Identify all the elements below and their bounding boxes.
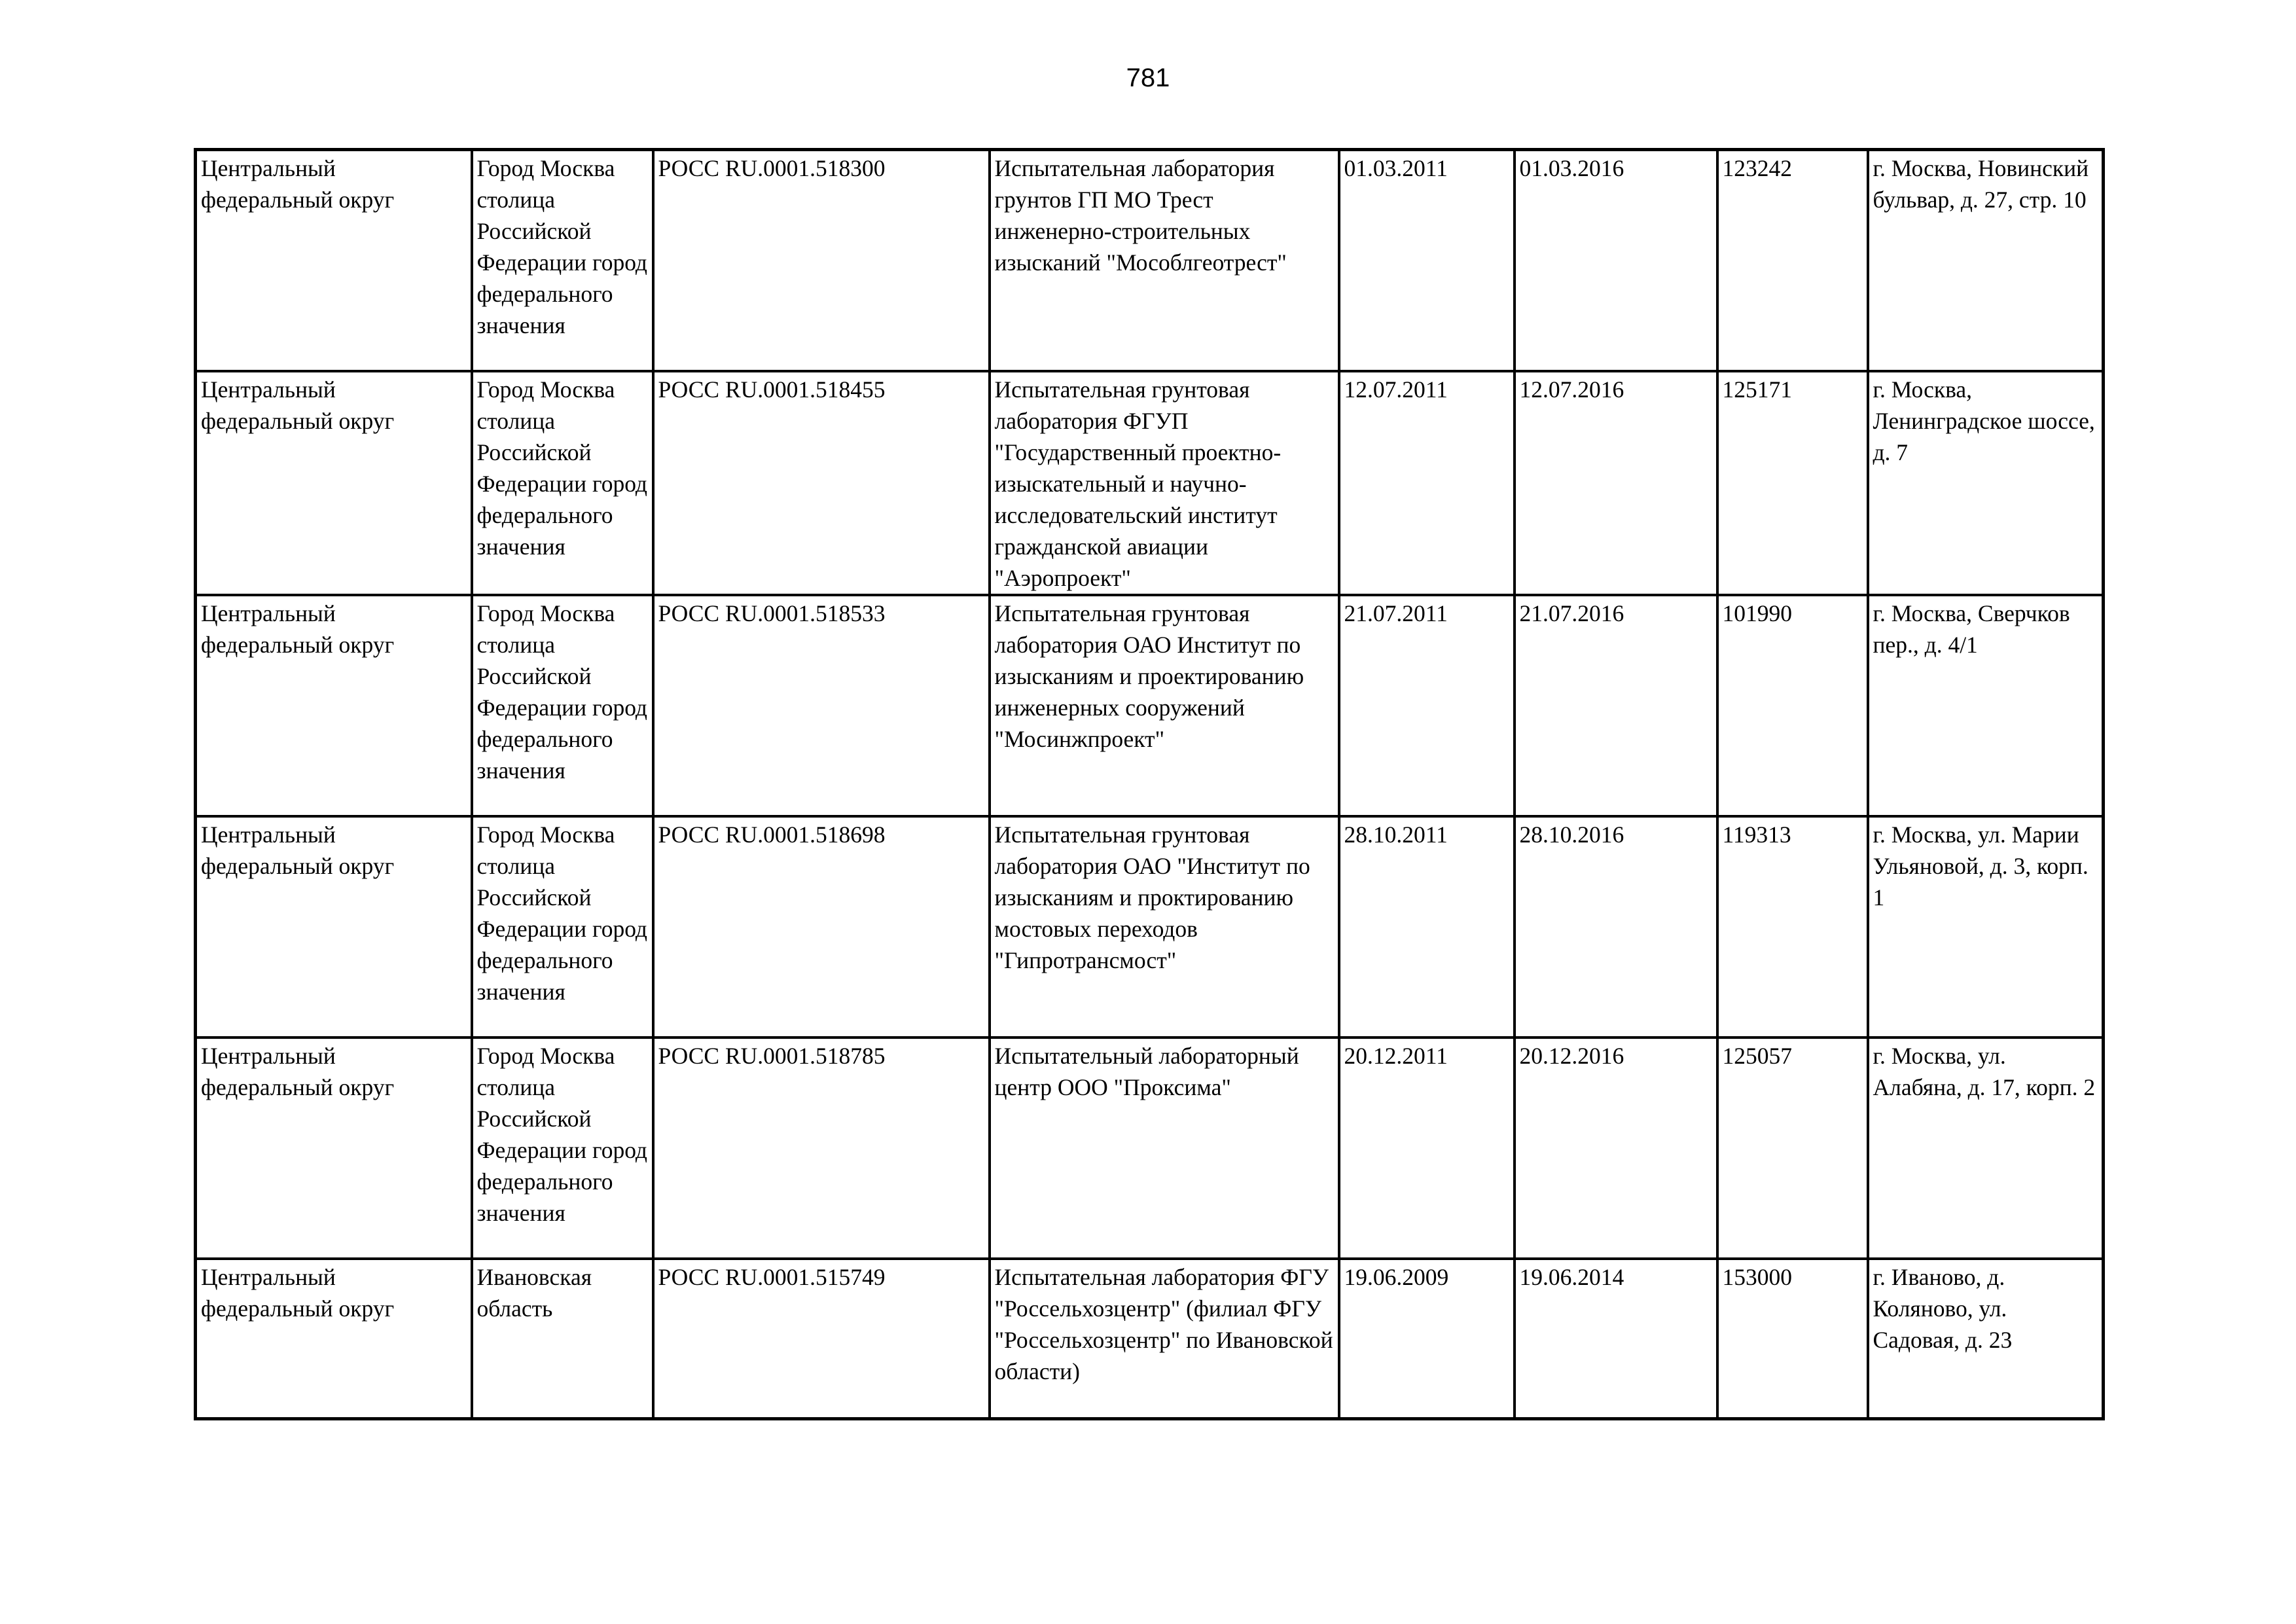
cell-date-issued: 12.07.2011 xyxy=(1339,371,1515,595)
cell-address: г. Иваново, д. Коляново, ул. Садовая, д. 23 xyxy=(1868,1259,2104,1419)
table-row xyxy=(196,595,2104,816)
cell-address: г. Москва, ул. Алабяна, д. 17, корп. 2 xyxy=(1868,1038,2104,1259)
table-row xyxy=(196,1038,2104,1259)
cell-laboratory: Испытательная лаборатория ФГУ "Россельхозцентр" (филиал ФГУ "Россельхозцентр" по Ивановской области) xyxy=(990,1259,1339,1419)
cell-reg-number: РОСС RU.0001.518533 xyxy=(653,595,990,816)
cell-laboratory: Испытательная грунтовая лаборатория ОАО "Институт по изысканиям и проктированию мостовых переходов "Гипротрансмост" xyxy=(990,816,1339,1038)
cell-district: Центральный федеральный округ xyxy=(196,595,472,816)
cell-district: Центральный федеральный округ xyxy=(196,1038,472,1259)
cell-district: Центральный федеральный округ xyxy=(196,816,472,1038)
cell-date-issued: 01.03.2011 xyxy=(1339,150,1515,372)
cell-date-valid: 20.12.2016 xyxy=(1515,1038,1717,1259)
page-number: 781 xyxy=(1126,63,1170,92)
cell-region: Город Москва столица Российской Федерации город федерального значения xyxy=(472,816,653,1038)
cell-address: г. Москва, Новинский бульвар, д. 27, стр. 10 xyxy=(1868,150,2104,372)
cell-address: г. Москва, Ленинградское шоссе, д. 7 xyxy=(1868,371,2104,595)
cell-date-issued: 19.06.2009 xyxy=(1339,1259,1515,1419)
cell-region: Ивановская область xyxy=(472,1259,653,1419)
cell-region: Город Москва столица Российской Федерации город федерального значения xyxy=(472,371,653,595)
cell-date-valid: 12.07.2016 xyxy=(1515,371,1717,595)
cell-reg-number: РОСС RU.0001.518698 xyxy=(653,816,990,1038)
cell-address: г. Москва, ул. Марии Ульяновой, д. 3, корп. 1 xyxy=(1868,816,2104,1038)
cell-reg-number: РОСС RU.0001.515749 xyxy=(653,1259,990,1419)
cell-date-issued: 20.12.2011 xyxy=(1339,1038,1515,1259)
cell-date-valid: 01.03.2016 xyxy=(1515,150,1717,372)
cell-date-issued: 28.10.2011 xyxy=(1339,816,1515,1038)
cell-reg-number: РОСС RU.0001.518455 xyxy=(653,371,990,595)
cell-laboratory: Испытательная лаборатория грунтов ГП МО Трест инженерно-строительных изысканий "Мособлгеотрест" xyxy=(990,150,1339,372)
cell-postcode: 153000 xyxy=(1717,1259,1868,1419)
cell-laboratory: Испытательный лабораторный центр ООО "Проксима" xyxy=(990,1038,1339,1259)
cell-laboratory: Испытательная грунтовая лаборатория ФГУП "Государственный проектно-изыскательный и научно-исследовательский институт гражданской авиации "Аэропроект" xyxy=(990,371,1339,595)
registry-table xyxy=(194,148,2105,1420)
cell-region: Город Москва столица Российской Федерации город федерального значения xyxy=(472,1038,653,1259)
cell-date-issued: 21.07.2011 xyxy=(1339,595,1515,816)
cell-postcode: 125171 xyxy=(1717,371,1868,595)
cell-date-valid: 28.10.2016 xyxy=(1515,816,1717,1038)
table-row xyxy=(196,150,2104,372)
cell-postcode: 119313 xyxy=(1717,816,1868,1038)
table-row xyxy=(196,371,2104,595)
cell-postcode: 101990 xyxy=(1717,595,1868,816)
cell-reg-number: РОСС RU.0001.518300 xyxy=(653,150,990,372)
cell-region: Город Москва столица Российской Федерации город федерального значения xyxy=(472,150,653,372)
cell-date-valid: 21.07.2016 xyxy=(1515,595,1717,816)
cell-reg-number: РОСС RU.0001.518785 xyxy=(653,1038,990,1259)
table-row xyxy=(196,816,2104,1038)
cell-region: Город Москва столица Российской Федерации город федерального значения xyxy=(472,595,653,816)
cell-postcode: 123242 xyxy=(1717,150,1868,372)
cell-district: Центральный федеральный округ xyxy=(196,371,472,595)
cell-laboratory: Испытательная грунтовая лаборатория ОАО Институт по изысканиям и проектированию инженерных сооружений "Мосинжпроект" xyxy=(990,595,1339,816)
cell-district: Центральный федеральный округ xyxy=(196,1259,472,1419)
cell-postcode: 125057 xyxy=(1717,1038,1868,1259)
table-row xyxy=(196,1259,2104,1419)
cell-district: Центральный федеральный округ xyxy=(196,150,472,372)
cell-address: г. Москва, Сверчков пер., д. 4/1 xyxy=(1868,595,2104,816)
cell-date-valid: 19.06.2014 xyxy=(1515,1259,1717,1419)
